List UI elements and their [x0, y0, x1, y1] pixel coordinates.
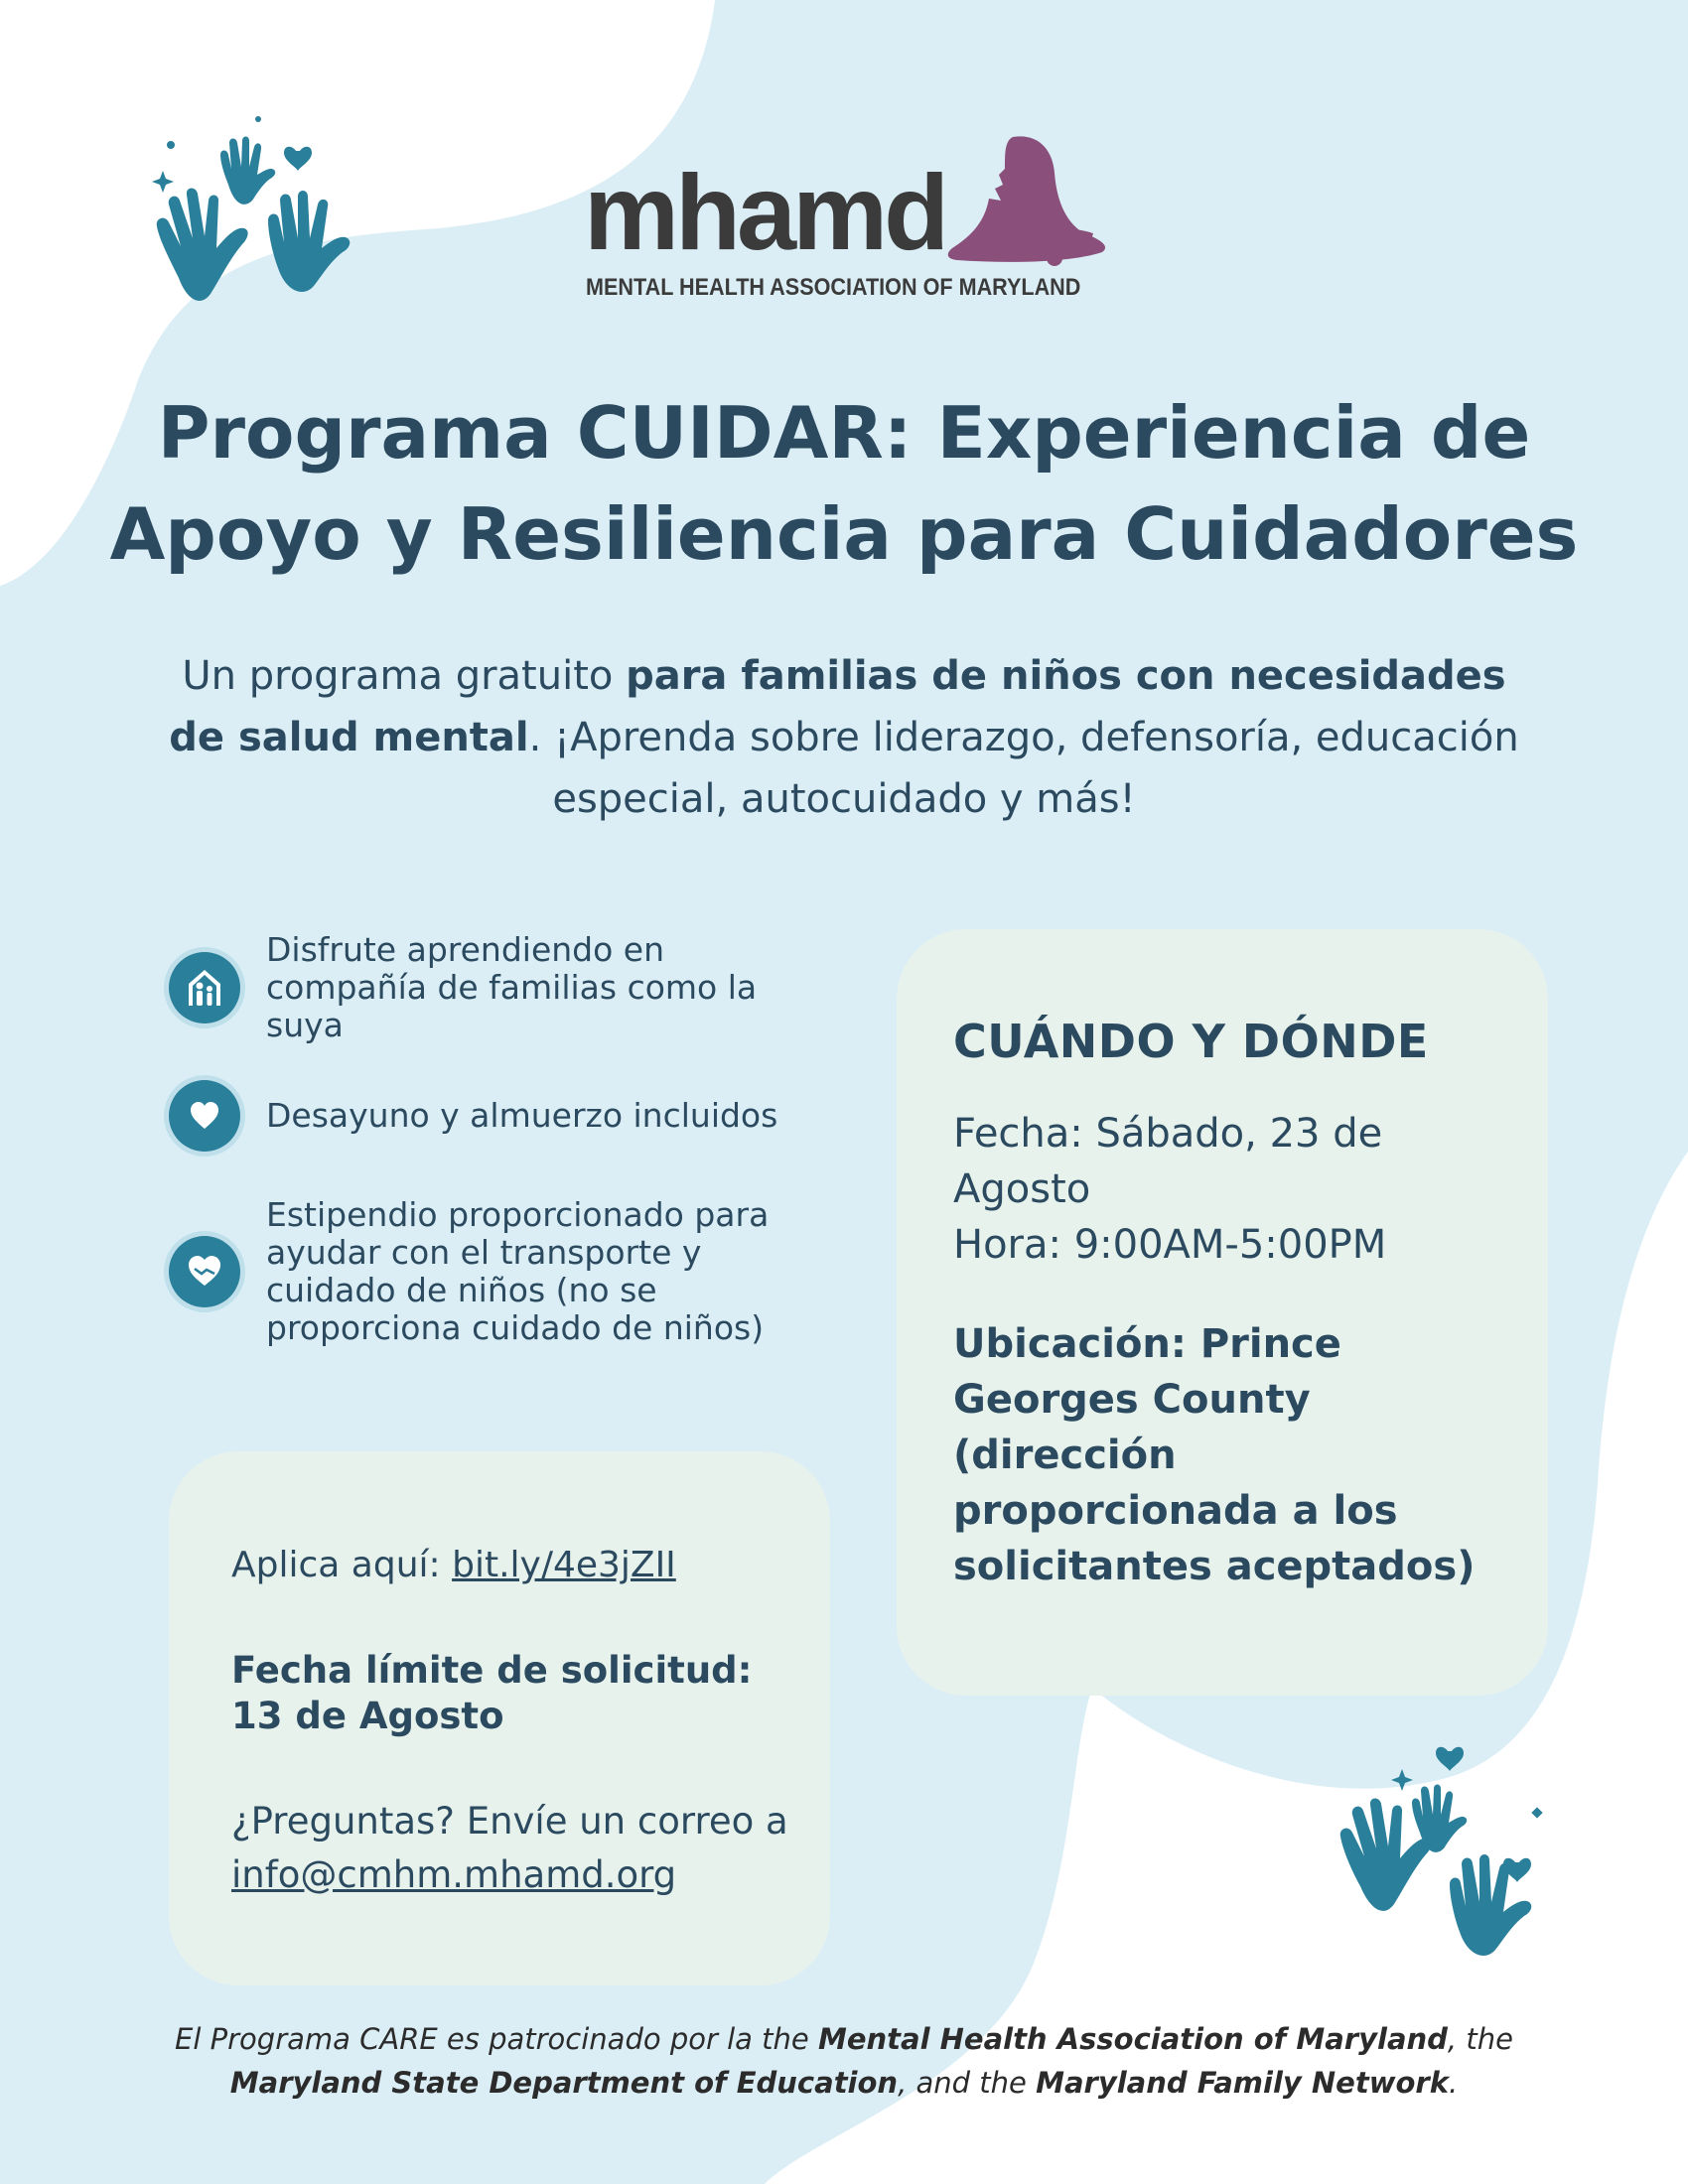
questions-label: ¿Preguntas? Envíe un correo a [231, 1800, 788, 1843]
application-deadline: Fecha límite de solicitud: 13 de Agosto [231, 1649, 753, 1737]
event-date: Fecha: Sábado, 23 de Agosto [953, 1111, 1383, 1212]
feature-item-stipend [169, 1196, 804, 1347]
footer-sponsor-msde: Maryland State Department of Education [229, 2066, 899, 2100]
footer-text-3: , and the [898, 2066, 1037, 2100]
footer-sponsor-mhamd: Mental Health Association of Maryland [817, 2022, 1448, 2056]
apply-label: Aplica aquí: [231, 1545, 453, 1585]
sponsor-footer [149, 2017, 1539, 2105]
feature-text: Disfrute aprendiendo en compañía de familias como la suya [266, 930, 758, 1044]
feature-text: Desayuno y almuerzo incluidos [266, 1096, 778, 1135]
heart-hands-icon [169, 1236, 240, 1307]
event-time: Hora: 9:00AM-5:00PM [953, 1222, 1387, 1268]
hands-decoration-bottom-icon [1321, 1737, 1559, 1976]
heart-icon [169, 1080, 240, 1152]
footer-sponsor-mfn: Maryland Family Network [1036, 2066, 1449, 2100]
family-icon [169, 952, 240, 1024]
feature-item-families [169, 931, 804, 1044]
bell-logo-icon [943, 129, 1107, 268]
footer-text-2: , the [1447, 2022, 1513, 2056]
logo-subtitle: MENTAL HEALTH ASSOCIATION OF MARYLAND [586, 274, 1081, 301]
email-link[interactable]: info@cmhm.mhamd.org [231, 1853, 677, 1896]
when-date-block [953, 1106, 1509, 1273]
intro-plain-1: Un programa gratuito [182, 653, 627, 699]
feature-text: Estipendio proporcionado para ayudar con el transporte y cuidado de niños (no se proporciona cuidado de niños) [266, 1195, 770, 1347]
footer-text-1: El Programa CARE es patrocinado por la the [175, 2022, 818, 2056]
apply-link[interactable]: bit.ly/4e3jZII [452, 1545, 676, 1585]
intro-bold: para familias de niños con necesidades de salud mental [169, 653, 1506, 760]
apply-row [231, 1545, 676, 1585]
logo-wordmark: mhamd [584, 152, 946, 272]
title-line-1: Programa CUIDAR: Experiencia de [157, 391, 1531, 475]
event-location: Ubicación: Prince Georges County (dirección proporcionada a los solicitantes aceptados) [953, 1321, 1476, 1589]
intro-plain-2: . ¡Aprenda sobre liderazgo, defensoría, educación especial, autocuidado y más! [528, 715, 1519, 822]
questions-text [231, 1795, 807, 1902]
title-line-2: Apoyo y Resiliencia para Cuidadores [109, 492, 1579, 576]
hands-decoration-top-icon [139, 109, 367, 338]
feature-item-meals [169, 1080, 804, 1152]
when-where-heading: CUÁNDO Y DÓNDE [953, 1015, 1429, 1068]
footer-text-4: . [1449, 2066, 1459, 2100]
page-title [109, 382, 1579, 585]
intro-paragraph [149, 645, 1539, 830]
